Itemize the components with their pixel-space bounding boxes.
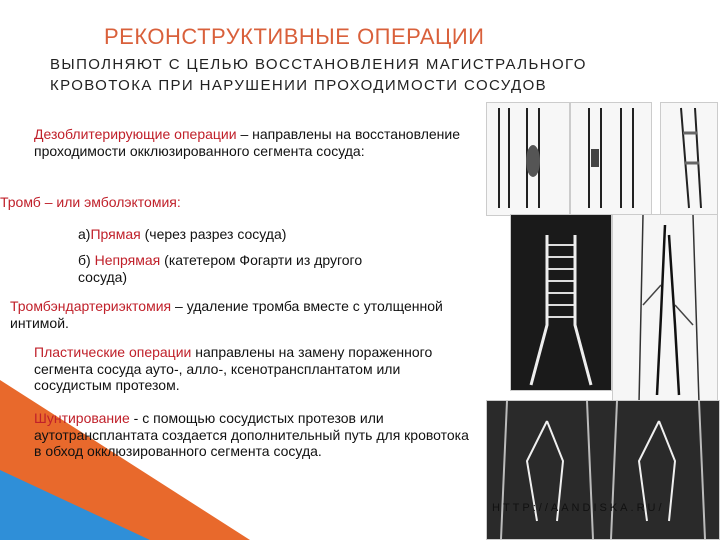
term-plastic: Пластические операции xyxy=(34,344,192,360)
slide-title: РЕКОНСТРУКТИВНЫЕ ОПЕРАЦИИ xyxy=(104,24,485,49)
text-plastic: направлены на замену пораженного сегмента сосуда ауто-, алло-, ксенотрансплантатом или сосудистым протезом. xyxy=(34,344,433,393)
figure-embolectomy-catheter xyxy=(570,102,652,216)
label-b: б) xyxy=(78,252,95,268)
figure-vascular-prosthesis xyxy=(510,214,612,391)
figure-leg-arteries-graft xyxy=(612,214,718,404)
item-shunting xyxy=(34,410,474,460)
item-direct xyxy=(78,226,468,243)
term-desobliterating: Дезоблитерирующие операции xyxy=(34,126,237,142)
term-endarterectomy: Тромбэндартериэктомия xyxy=(10,298,172,314)
item-desobliterating xyxy=(34,126,474,159)
term-direct: Прямая xyxy=(90,226,141,242)
term-indirect: Непрямая xyxy=(94,252,161,268)
text-endarterectomy: – удаление тромба вместе с утолщенной интимой. xyxy=(10,298,443,331)
text-shunting: - с помощью сосудистых протезов или аутотрансплантата создается дополнительный путь для кровотока в обход окклюзированного сегмента сосуда. xyxy=(34,410,469,459)
item-endarterectomy xyxy=(10,298,470,331)
term-shunting: Шунтирование xyxy=(34,410,130,426)
source-url: HTTP://AANDISKA.RU/ xyxy=(492,502,665,514)
text-indirect: (катетером Фогарти из другого сосуда) xyxy=(78,252,363,285)
item-thrombectomy xyxy=(0,194,440,211)
text-direct: (через разрез сосуда) xyxy=(140,226,287,242)
figure-thrombectomy-steps xyxy=(486,102,570,216)
label-a: а) xyxy=(78,226,91,242)
text-desobliterating: – направлены на восстановление проходимости окклюзированного сегмента сосуда: xyxy=(34,126,460,159)
figure-bypass-legs xyxy=(486,400,720,540)
slide-subtitle: ВЫПОЛНЯЮТ С ЦЕЛЬЮ ВОССТАНОВЛЕНИЯ МАГИСТРАЛЬНОГО КРОВОТОКА ПРИ НАРУШЕНИИ ПРОХОДИМОСТИ СОСУДОВ xyxy=(50,56,587,94)
item-indirect xyxy=(78,252,378,285)
figure-catheter-vessel xyxy=(660,102,718,216)
term-thrombectomy: Тромб – или эмболэктомия: xyxy=(0,194,181,210)
item-plastic xyxy=(34,344,474,394)
